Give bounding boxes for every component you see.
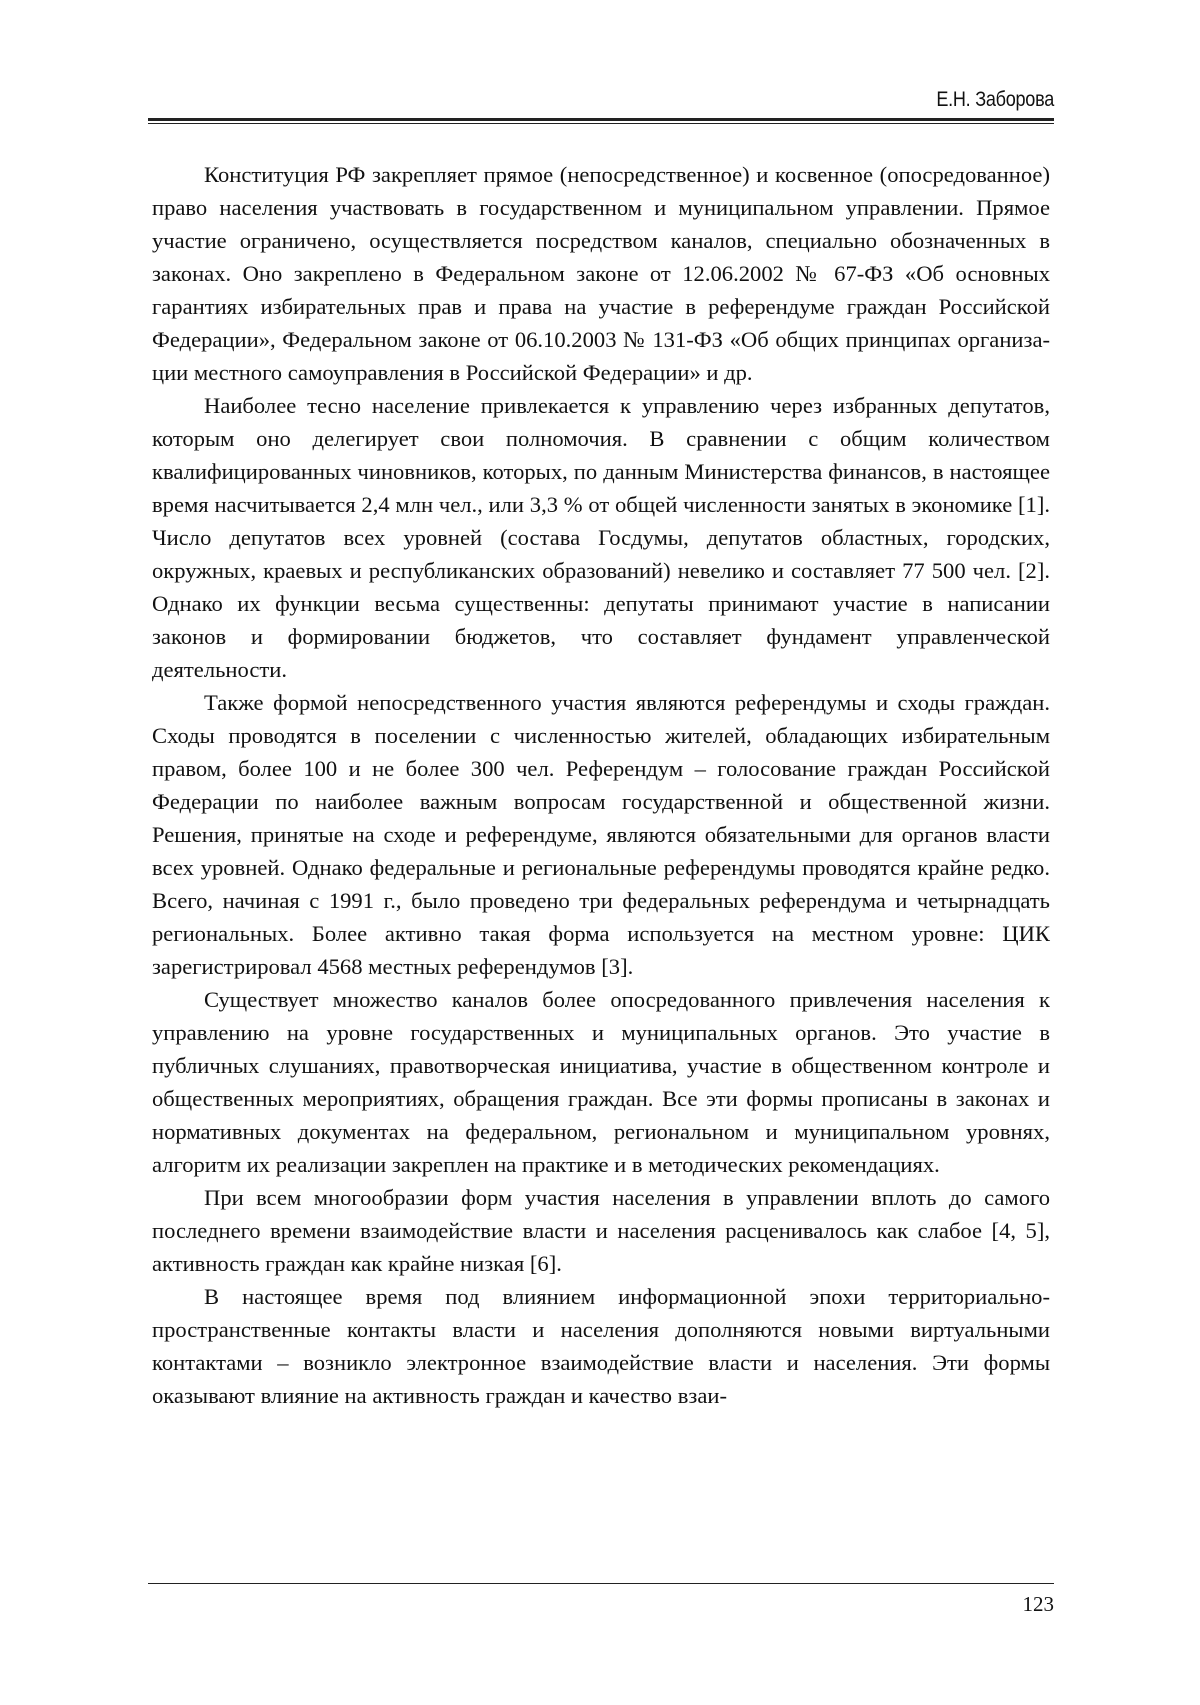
footer-rule [148, 1583, 1054, 1584]
header-rule-thin [148, 123, 1054, 124]
paragraph-5: При всем многообразии форм участия населения в управлении вплоть до самого последнего времени взаимодействие власти и населения расценивалось как слабое [4, 5], активность граждан как крайне низкая [6]. [152, 1181, 1050, 1280]
paragraph-6: В настоящее время под влиянием информационной эпохи территориаль­но-пространственные контакты власти и населения дополняются новыми вир­туальными контактами – возникло электронное взаимодействие власти и насе­ления. Эти формы оказывают влияние на активность граждан и качество взаи- [152, 1280, 1050, 1412]
header-rule-thick [148, 118, 1054, 121]
body-text [152, 158, 1050, 1412]
paragraph-4: Существует множество каналов более опосредованного привлечения на­селения к управлению на уровне государственных и муниципальных органов. Это участие в публичных слушаниях, правотворческая инициатива, участие в общественном контроле и общественных мероприятиях, обращения граждан. Все эти формы прописаны в законах и нормативных документах на федераль­ном, региональном и муниципальном уровнях, алгоритм их реализации закре­плен на практике и в методических рекомендациях. [152, 983, 1050, 1181]
page-number: 123 [148, 1592, 1054, 1617]
paragraph-3: Также формой непосредственного участия являются референдумы и схо­ды граждан. Сходы проводятся в поселении с численностью жителей, обла­дающих избирательным правом, более 100 и не более 300 чел. Референдум – голосование граждан Российской Федерации по наиболее важным вопросам государственной и общественной жизни. Решения, принятые на сходе и рефе­рендуме, являются обязательными для органов власти всех уровней. Однако федеральные и региональные референдумы проводятся крайне редко. Всего, начиная с 1991 г., было проведено три федеральных референдума и четырна­дцать региональных. Более активно такая форма используется на местном уровне: ЦИК зарегистрировал 4568 местных референдумов [3]. [152, 686, 1050, 983]
paragraph-1: Конституция РФ закрепляет прямое (непосредственное) и косвенное (опосредованное) право населения участвовать в государственном и муници­пальном управлении. Прямое участие ограничено, осуществляется посредст­вом каналов, специально обозначенных в законах. Оно закреплено в Феде­ральном законе от 12.06.2002 № 67-ФЗ «Об основных гарантиях избиратель­ных прав и права на участие в референдуме граждан Российской Федерации», Федеральном законе от 06.10.2003 № 131-ФЗ «Об общих принципах организа­ции местного самоуправления в Российской Федерации» и др. [152, 158, 1050, 389]
running-head-author: Е.Н. Заборова [275, 88, 1054, 112]
paragraph-2: Наиболее тесно население привлекается к управлению через избранных де­путатов, которым оно делегирует свои полномочия. В сравнении с общим количе­ством квалифицированных чиновников, которых, по данным Министерства фи­нансов, в настоящее время насчитывается 2,4 млн чел., или 3,3 % от общей чис­ленности занятых в экономике [1]. Число депутатов всех уровней (состава Госдумы, депутатов областных, городских, окружных, краевых и республикан­ских образований) невелико и составляет 77 500 чел. [2]. Однако их функции весьма существенны: депутаты принимают участие в написании законов и фор­мировании бюджетов, что составляет фундамент управленческой деятельности. [152, 389, 1050, 686]
